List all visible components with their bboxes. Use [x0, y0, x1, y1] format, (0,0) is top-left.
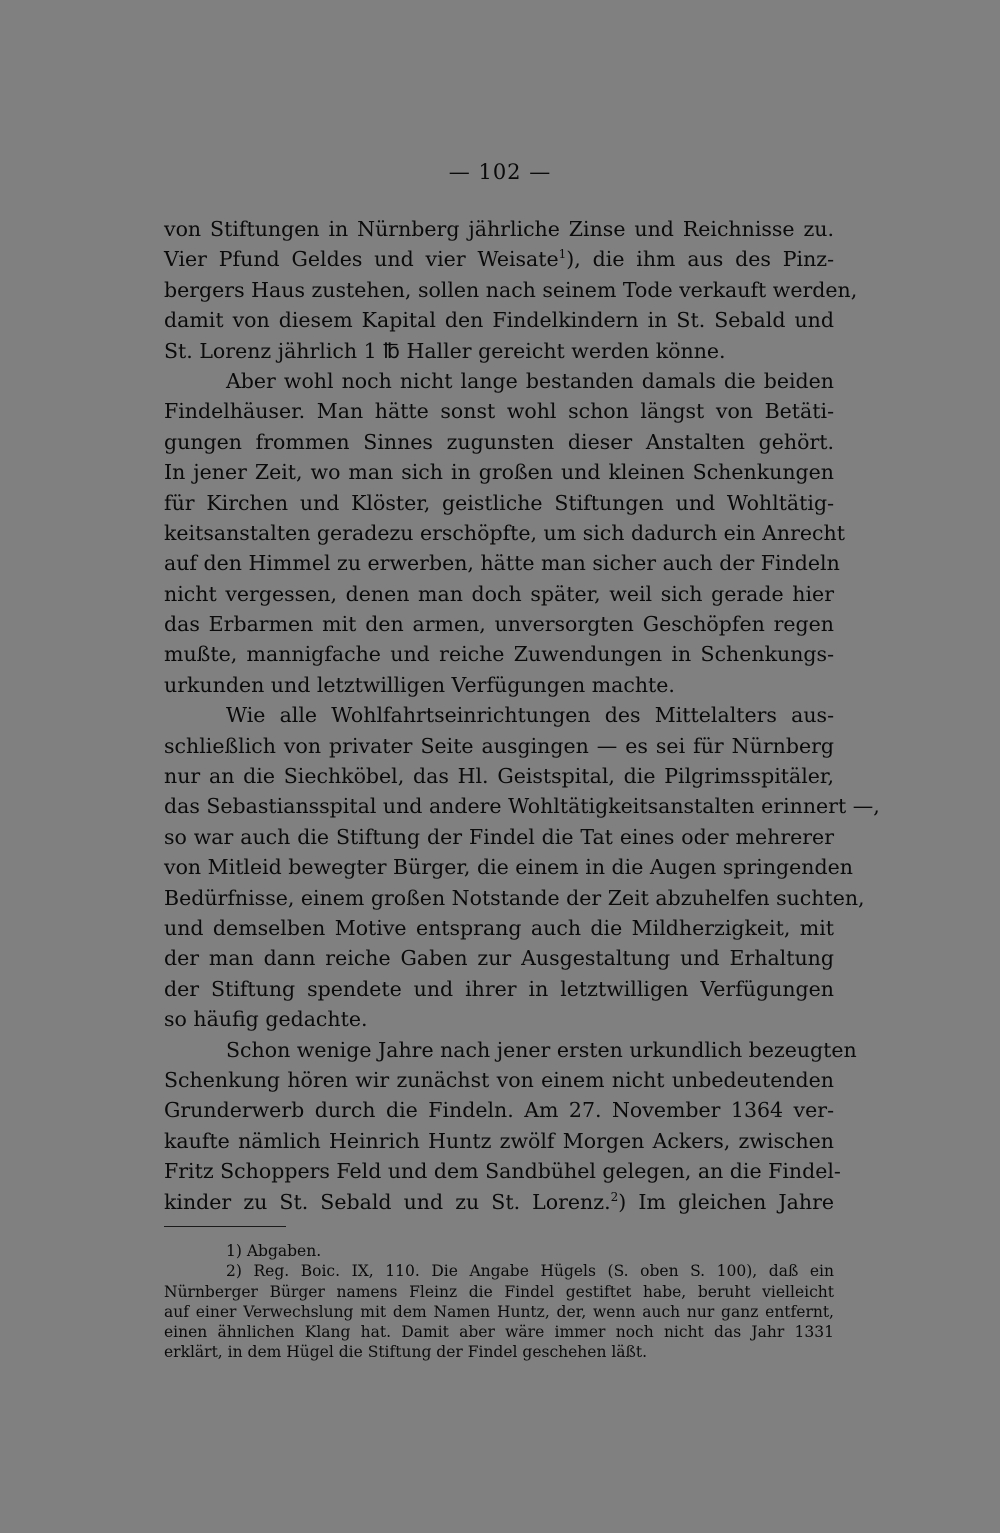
footnote-2 — [164, 1261, 834, 1281]
text-line: auf den Himmel zu erwerben, hätte man sicher auch der Findeln — [164, 551, 840, 576]
text-fragment: kinder zu St. Sebald und zu St. Lorenz. — [164, 1189, 611, 1214]
text-fragment: Im gleichen Jahre — [638, 1189, 834, 1214]
footnotes — [164, 1241, 834, 1363]
footnote-ref-2[interactable]: 2 — [610, 1189, 619, 1204]
text-line-with-footnote — [164, 244, 834, 274]
footnote-text-line: einen ähnlichen Klang hat. Damit aber wäre immer noch nicht das Jahr 1331 — [164, 1323, 834, 1342]
text-line: gungen frommen Sinnes zugunsten dieser Anstalten gehört. — [164, 429, 834, 454]
footnote-text-line: auf einer Verwechslung mit dem Namen Huntz, der, wenn auch nur ganz entfernt, — [164, 1302, 834, 1321]
text-line-with-footnote — [164, 1187, 834, 1217]
text-line: urkunden und letztwilligen Verfügungen machte. — [164, 672, 675, 697]
footnote-text-line: erklärt, in dem Hügel die Stiftung der Findel geschehen läßt. — [164, 1343, 648, 1362]
text-line: Wie alle Wohlfahrtseinrichtungen des Mittelalters aus- — [226, 703, 834, 728]
paragraph-2 — [164, 366, 845, 700]
text-line: schließlich von privater Seite ausgingen — es sei für Nürnberg — [164, 733, 834, 758]
text-line: damit von diesem Kapital den Findelkindern in St. Sebald und — [164, 308, 834, 333]
text-fragment: Vier Pfund Geldes und vier Weisate — [164, 247, 559, 272]
text-line: Grunderwerb durch die Findeln. Am 27. November 1364 ver- — [164, 1098, 834, 1123]
footnote-text: Abgaben. — [246, 1242, 322, 1260]
body-text — [164, 214, 880, 1217]
text-line: Findelhäuser. Man hätte sonst wohl schon längst von Betäti- — [164, 399, 834, 424]
text-line: nicht vergessen, denen man doch später, weil sich gerade hier — [164, 581, 834, 606]
text-line: so war auch die Stiftung der Findel die Tat eines oder mehrerer — [164, 824, 834, 849]
text-line: der man dann reiche Gaben zur Ausgestaltung und Erhaltung — [164, 946, 834, 971]
text-line: für Kirchen und Klöster, geistliche Stiftungen und Wohltätig- — [164, 490, 834, 515]
text-line: das Erbarmen mit den armen, unversorgten Geschöpfen regen — [164, 612, 834, 637]
footnote-ref-1[interactable]: 1 — [558, 247, 567, 262]
text-line: Bedürfnisse, einem großen Notstande der Zeit abzuhelfen suchten, — [164, 885, 865, 910]
footnote-text-line: Nürnberger Bürger namens Fleinz die Findel gestiftet habe, beruht vielleicht — [164, 1282, 834, 1301]
footnote-divider — [164, 1226, 286, 1227]
text-line: kaufte nämlich Heinrich Huntz zwölf Morgen Ackers, zwischen — [164, 1128, 834, 1153]
footnote-marker: 1) — [226, 1242, 242, 1260]
text-line: nur an die Siechköbel, das Hl. Geistspital, die Pilgrimsspitäler, — [164, 764, 834, 789]
paragraph-3 — [164, 700, 880, 1034]
text-line: In jener Zeit, wo man sich in großen und kleinen Schenkungen — [164, 460, 834, 485]
text-line: Aber wohl noch nicht lange bestanden damals die beiden — [226, 368, 834, 393]
text-fragment: ), die ihm aus des Pinz- — [566, 247, 834, 272]
text-line: der Stiftung spendete und ihrer in letztwilligen Verfügungen — [164, 976, 834, 1001]
text-line: St. Lorenz jährlich 1 ℔ Haller gereicht werden könne. — [164, 338, 726, 363]
text-line: von Mitleid bewegter Bürger, die einem in die Augen springenden — [164, 855, 853, 880]
paragraph-4 — [164, 1035, 857, 1217]
text-line: Schenkung hören wir zunächst von einem nicht unbedeutenden — [164, 1067, 834, 1092]
text-line: mußte, mannigfache und reiche Zuwendungen in Schenkungs- — [164, 642, 834, 667]
text-line: das Sebastiansspital und andere Wohltätigkeitsanstalten erinnert —, — [164, 794, 880, 819]
text-line: von Stiftungen in Nürnberg jährliche Zinse und Reichnisse zu. — [164, 217, 834, 241]
text-line: keitsanstalten geradezu erschöpfte, um sich dadurch ein Anrecht — [164, 520, 845, 545]
text-line: Schon wenige Jahre nach jener ersten urkundlich bezeugten — [226, 1037, 857, 1062]
text-line: Fritz Schoppers Feld und dem Sandbühel gelegen, an die Findel- — [164, 1159, 841, 1184]
footnote-1 — [164, 1241, 834, 1261]
footnote-text: Reg. Boic. IX, 110. Die Angabe Hügels (S. oben S. 100), daß ein — [253, 1262, 834, 1281]
footnote-marker: 2) — [226, 1262, 242, 1281]
text-fragment: ) — [618, 1189, 627, 1214]
page-number: — 102 — — [448, 160, 552, 184]
text-line: bergers Haus zustehen, sollen nach seinem Tode verkauft werden, — [164, 277, 858, 302]
paragraph-1 — [164, 214, 858, 366]
text-line: und demselben Motive entsprang auch die Mildherzigkeit, mit — [164, 915, 834, 940]
text-line: so häufig gedachte. — [164, 1007, 368, 1032]
